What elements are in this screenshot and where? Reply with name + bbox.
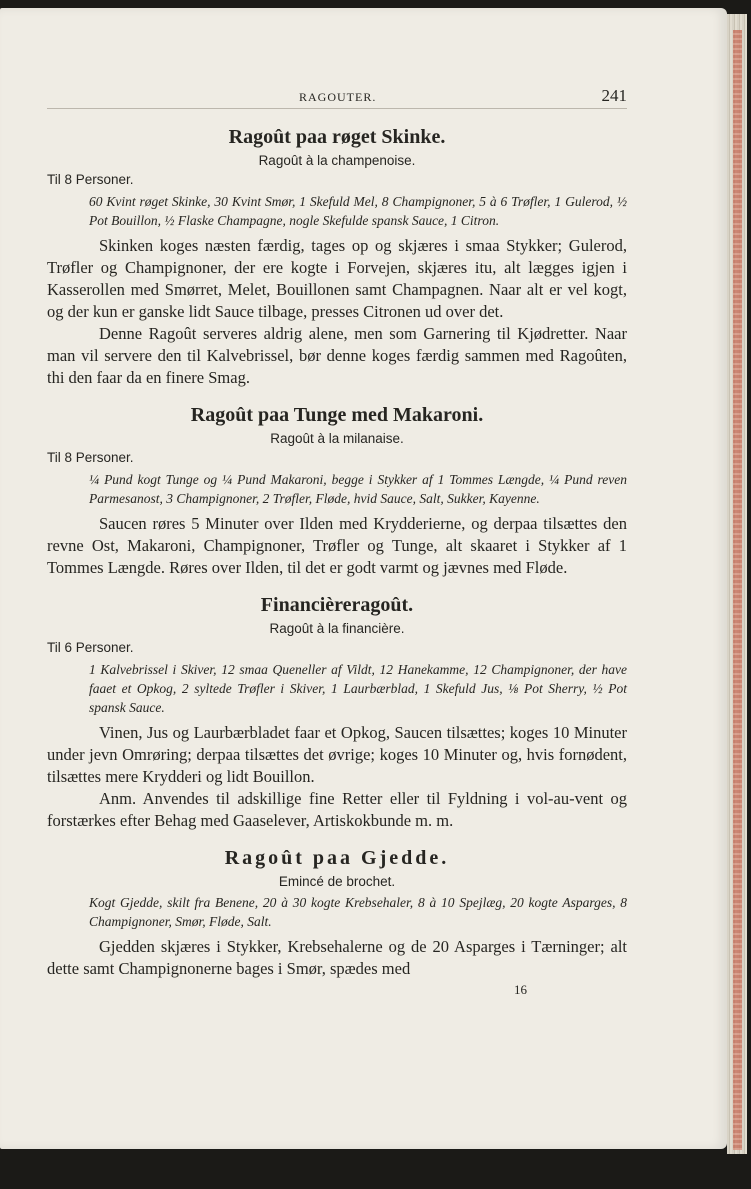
recipe-servings: Til 8 Personer.	[47, 450, 134, 465]
recipe-title: Ragoût paa Tunge med Makaroni.	[190, 404, 484, 426]
recipe-note: Anm. Anvendes til adskillige fine Retter eller til Fyldning i vol-au-vent og forstærkes efter Behag med Gaaselever, Artiskokbunde m. m.	[47, 789, 627, 830]
recipe-section	[47, 846, 627, 980]
recipe-ingredients: 1 Kalvebrissel i Skiver, 12 smaa Queneller af Vildt, 12 Hanekamme, 12 Champignoner, der have faaet et Opkog, 2 syltede Trøfler i Skiver, 1 Laurbærblad, 1 Skefuld Jus, ⅛ Pot Sherry, ½ Pot spansk Sauce.	[89, 662, 627, 715]
running-header	[47, 84, 627, 109]
recipe-title: Ragoût paa røget Skinke.	[228, 126, 446, 148]
recipe-subtitle: Ragoût à la financière.	[269, 621, 405, 636]
recipe-servings: Til 8 Personer.	[47, 172, 134, 187]
recipe-paragraph: Vinen, Jus og Laurbærbladet faar et Opkog, Saucen tilsættes; koges 10 Minuter under jevn Omrøring; derpaa tilsættes det øvrige; koges 10 Minuter og, hvis fornødent, tilsættes mere Krydderi og lidt Bouillon.	[47, 723, 627, 786]
recipe-section	[47, 403, 627, 579]
red-edge-stain	[733, 30, 742, 1150]
recipe-subtitle: Emincé de brochet.	[278, 874, 396, 889]
running-title: RAGOUTER.	[299, 90, 377, 104]
recipe-paragraph: Gjedden skjæres i Stykker, Krebsehalerne og de 20 Asparges i Tærninger; alt dette samt Champignonerne bages i Smør, spædes med	[47, 937, 627, 978]
signature-mark: 16	[514, 982, 527, 997]
recipe-section	[47, 125, 627, 389]
recipe-title: Ragoût paa Gjedde.	[224, 847, 450, 869]
recipe-paragraph: Skinken koges næsten færdig, tages op og skjæres i smaa Stykker; Gulerod, Trøfler og Champignoner, der ere kogte i Forvejen, skjæres itu, alt lægges igjen i Kasserollen med Smørret, Melet, Bouillonen samt Champagnen. Naar alt er vel kogt, og der kun er ganske lidt Sauce tilbage, presses Citronen ud over det.	[47, 236, 627, 321]
recipe-section	[47, 593, 627, 832]
recipe-subtitle: Ragoût à la milanaise.	[270, 431, 404, 446]
recipe-servings: Til 6 Personer.	[47, 640, 134, 655]
recipe-ingredients: Kogt Gjedde, skilt fra Benene, 20 à 30 kogte Krebsehaler, 8 à 10 Spejlæg, 20 kogte Asparges, 8 Champignoner, Smør, Fløde, Salt.	[89, 895, 627, 929]
recipe-subtitle: Ragoût à la champenoise.	[258, 153, 416, 168]
page-number: 241	[601, 86, 627, 105]
page-content	[47, 84, 627, 998]
recipe-title: Financièreragoût.	[260, 594, 414, 616]
recipe-paragraph: Denne Ragoût serveres aldrig alene, men som Garnering til Kjødretter. Naar man vil servere den til Kalvebrissel, bør denne koges færdig sammen med Ragoûten, thi den faar da en finere Smag.	[47, 324, 627, 387]
recipe-paragraph: Saucen røres 5 Minuter over Ilden med Krydderierne, og derpaa tilsættes den revne Ost, Makaroni, Champignoner, Trøfler og Tunge, alt skaaret i Stykker af 1 Tommes Længde. Røres over Ilden, til det er godt varmt og jævnes med Fløde.	[47, 514, 627, 577]
recipe-ingredients: 60 Kvint røget Skinke, 30 Kvint Smør, 1 Skefuld Mel, 8 Champignoner, 5 à 6 Trøfler, 1 Gulerod, ½ Pot Bouillon, ½ Flaske Champagne, nogle Skefulde spansk Sauce, 1 Citron.	[89, 194, 627, 228]
recipe-ingredients: ¼ Pund kogt Tunge og ¼ Pund Makaroni, begge i Stykker af 1 Tommes Længde, ¼ Pund reven Parmesanost, 3 Champignoner, 2 Trøfler, Fløde, hvid Sauce, Salt, Sukker, Kayenne.	[89, 472, 627, 506]
